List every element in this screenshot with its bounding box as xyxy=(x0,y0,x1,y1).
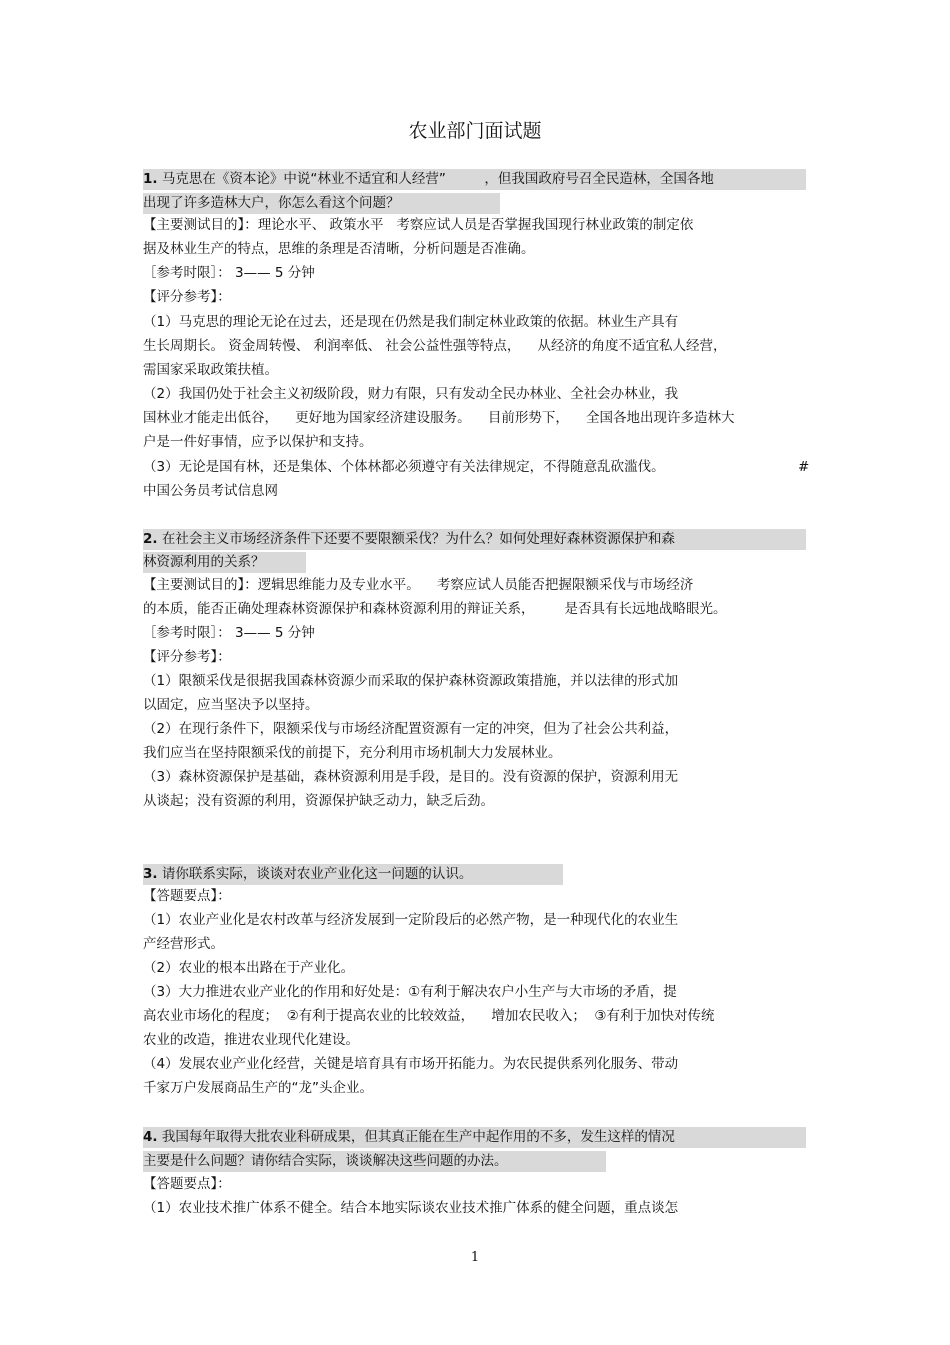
text-line: 我们应当在坚持限额采伐的前提下，充分利用市场机制大力发展林业。 xyxy=(143,745,562,761)
text-line: 【评分参考】： xyxy=(143,289,231,305)
text-line: （1）限额采伐是很据我国森林资源少而采取的保护森林资源政策措施，并以法律的形式加 xyxy=(143,673,679,689)
text-line: ［参考时限］： 3—— 5 分钟 xyxy=(143,265,315,281)
hash-mark: # xyxy=(798,459,810,475)
text-line: ［参考时限］： 3—— 5 分钟 xyxy=(143,625,315,641)
question-line: 主要是什么问题？请你结合实际，谈谈解决这些问题的办法。 xyxy=(143,1153,508,1169)
text-line: （1）马克思的理论无论在过去，还是现在仍然是我们制定林业政策的依据。林业生产具有 xyxy=(143,314,679,330)
text-line: 【主要测试目的】：逻辑思维能力及专业水平。 考察应试人员能否把握限额采伐与市场经济 xyxy=(143,577,694,593)
text-line: （3）无论是国有林，还是集体、个体林都必须遵守有关法律规定，不得随意乱砍滥伐。 xyxy=(143,459,665,475)
question-line: 林资源利用的关系？ xyxy=(143,554,265,570)
text-line: 需国家采取政策扶植。 xyxy=(143,362,278,378)
text-line: （4）发展农业产业化经营，关键是培育具有市场开拓能力。为农民提供系列化服务、带动 xyxy=(143,1056,679,1072)
text-line: 户是一件好事情，应予以保护和支持。 xyxy=(143,434,373,450)
text-line: （2）在现行条件下，限额采伐与市场经济配置资源有一定的冲突，但为了社会公共利益， xyxy=(143,721,679,737)
text-line: （1）农业产业化是农村改革与经济发展到一定阶段后的必然产物，是一种现代化的农业生 xyxy=(143,912,679,928)
text-line: 【答题要点】： xyxy=(143,888,231,904)
text-line: 千家万户发展商品生产的“龙”头企业。 xyxy=(143,1080,373,1096)
text-line: 【主要测试目的】：理论水平、 政策水平 考察应试人员是否掌握我国现行林业政策的制定依 xyxy=(143,217,694,233)
question-line: 4. 我国每年取得大批农业科研成果，但其真正能在生产中起作用的不多，发生这样的情况 xyxy=(143,1129,675,1145)
text-line: 产经营形式。 xyxy=(143,936,224,952)
text-line: （2）我国仍处于社会主义初级阶段，财力有限，只有发动全民办林业、全社会办林业，我 xyxy=(143,386,679,402)
text-line: 【答题要点】： xyxy=(143,1176,231,1192)
document-title: 农业部门面试题 xyxy=(408,120,542,142)
text-line: （3）大力推进农业产业化的作用和好处是：①有利于解决农户小生产与大市场的矛盾，提 xyxy=(143,984,677,1000)
page-number: 1 xyxy=(470,1250,480,1265)
text-line: 农业的改造，推进农业现代化建设。 xyxy=(143,1032,359,1048)
text-line: （1）农业技术推广体系不健全。结合本地实际谈农业技术推广体系的健全问题，重点谈怎 xyxy=(143,1200,679,1216)
text-line: 中国公务员考试信息网 xyxy=(143,483,278,499)
question-line: 1. 马克思在《资本论》中说“林业不适宜和人经营” ，但我国政府号召全民造林，全国各地 xyxy=(143,171,714,187)
text-line: 以固定，应当坚决予以坚持。 xyxy=(143,697,319,713)
question-line: 3. 请你联系实际，谈谈对农业产业化这一问题的认识。 xyxy=(143,866,473,882)
text-line: 的本质，能否正确处理森林资源保护和森林资源利用的辩证关系， 是否具有长远地战略眼光。 xyxy=(143,601,727,617)
text-line: 【评分参考】： xyxy=(143,649,231,665)
text-line: 高农业市场化的程度； ②有利于提高农业的比较效益， 增加农民收入； ③有利于加快对传统 xyxy=(143,1008,715,1024)
text-line: 从谈起；没有资源的利用，资源保护缺乏动力，缺乏后劲。 xyxy=(143,793,494,809)
text-line: （3）森林资源保护是基础，森林资源利用是手段，是目的。没有资源的保护，资源利用无 xyxy=(143,769,679,785)
text-line: 生长周期长。 资金周转慢、 利润率低、 社会公益性强等特点， 从经济的角度不适宜私人经营， xyxy=(143,338,727,354)
question-line: 出现了许多造林大户，你怎么看这个问题？ xyxy=(143,195,400,211)
text-line: （2）农业的根本出路在于产业化。 xyxy=(143,960,355,976)
text-line: 国林业才能走出低谷， 更好地为国家经济建设服务。 目前形势下， 全国各地出现许多造林大 xyxy=(143,410,735,426)
text-line: 据及林业生产的特点，思维的条理是否清晰，分析问题是否准确。 xyxy=(143,241,535,257)
question-line: 2. 在社会主义市场经济条件下还要不要限额采伐？为什么？如何处理好森林资源保护和森 xyxy=(143,531,675,547)
